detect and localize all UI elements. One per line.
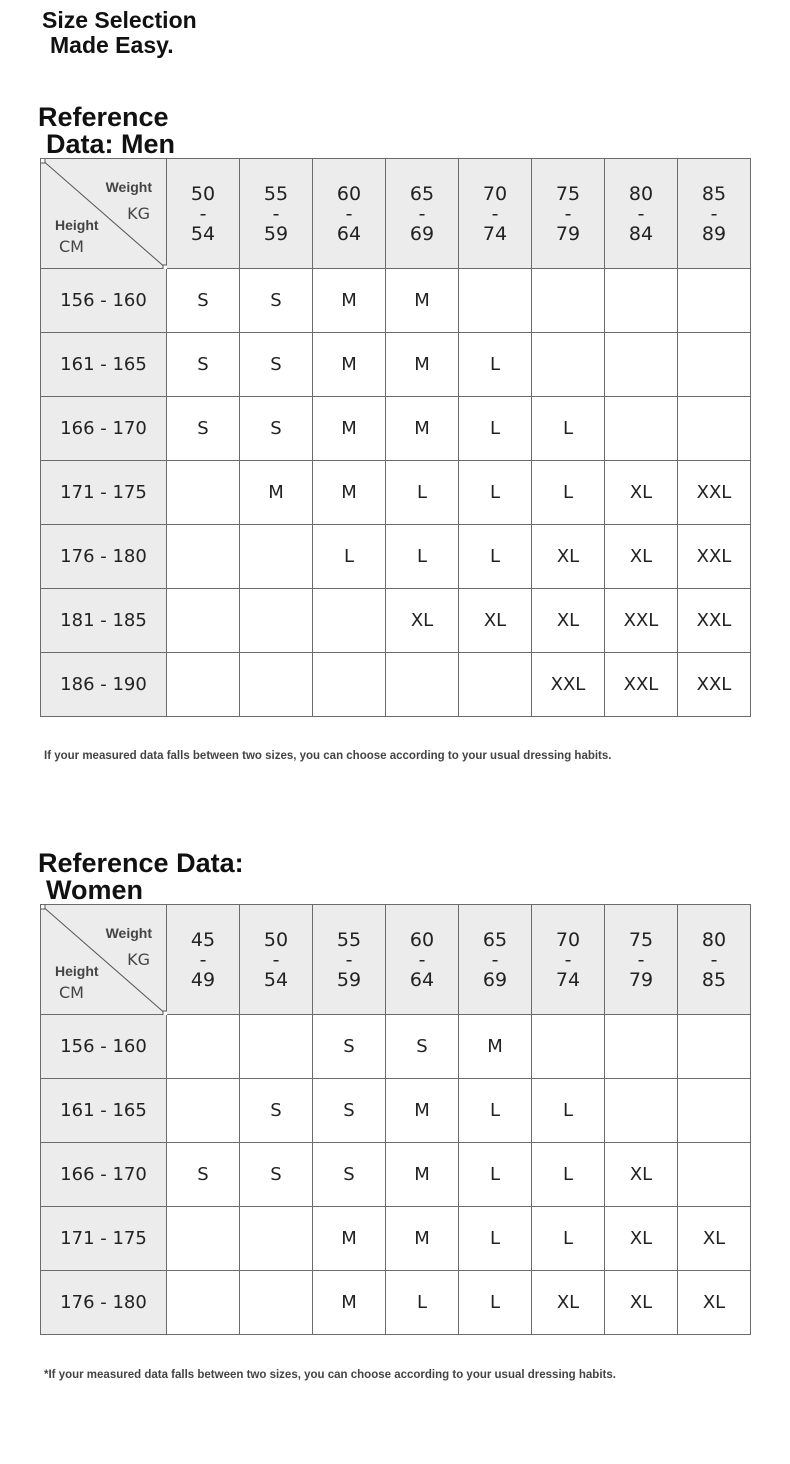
size-cell [167,461,240,525]
size-cell: M [240,461,313,525]
size-cell [605,1079,678,1143]
weight-column-header [605,905,678,1015]
height-row-header: 171 - 175 [41,461,167,525]
height-row-header: 161 - 165 [41,333,167,397]
size-cell: M [313,461,386,525]
size-cell: M [386,1143,459,1207]
corner-cm-label: CM [59,237,84,256]
size-cell [605,333,678,397]
size-cell [459,269,532,333]
size-cell [678,333,751,397]
size-cell: XXL [532,653,605,717]
size-cell [605,397,678,461]
weight-column-header [386,905,459,1015]
weight-range-dash: - [272,202,280,225]
size-cell: XL [532,525,605,589]
size-cell: M [386,269,459,333]
size-cell: XL [605,461,678,525]
size-cell: XL [459,589,532,653]
weight-column-header [459,159,532,269]
women-title-line2: Women [46,875,144,905]
weight-max: 59 [336,968,362,991]
page-title [42,8,197,58]
weight-range-dash: - [345,202,353,225]
weight-range-dash: - [564,948,572,971]
size-cell: M [313,1271,386,1335]
size-cell [167,1271,240,1335]
women-title-line1: Reference Data: [38,848,244,878]
size-cell [678,1079,751,1143]
size-cell: M [459,1015,532,1079]
size-cell: M [313,269,386,333]
size-cell [605,1015,678,1079]
corner-kg-label: KG [127,950,150,969]
size-cell [532,269,605,333]
size-cell: L [459,1143,532,1207]
size-cell [240,1015,313,1079]
weight-max: 69 [409,222,435,245]
height-row-header: 166 - 170 [41,1143,167,1207]
weight-min: 65 [482,928,508,951]
weight-max: 64 [336,222,362,245]
weight-min: 60 [336,182,362,205]
size-cell: L [459,1207,532,1271]
table-row [41,1143,751,1207]
size-cell: S [313,1079,386,1143]
page-title-line1: Size Selection [42,7,197,33]
weight-min: 65 [409,182,435,205]
weight-max: 79 [555,222,581,245]
weight-min: 55 [336,928,362,951]
weight-min: 75 [555,182,581,205]
size-cell: XXL [605,653,678,717]
size-cell: S [240,397,313,461]
men-size-table [40,158,751,717]
corner-height-label: Height [55,963,99,979]
weight-max: 84 [628,222,654,245]
weight-range-dash: - [345,948,353,971]
weight-max: 74 [555,968,581,991]
table-row [41,589,751,653]
weight-column-header [532,905,605,1015]
size-cell: S [313,1143,386,1207]
size-cell [313,589,386,653]
women-table-corner-cell [41,905,167,1015]
weight-range-dash: - [199,948,207,971]
weight-column-header [167,159,240,269]
size-cell: M [386,397,459,461]
table-row [41,1079,751,1143]
table-row [41,397,751,461]
weight-max: 74 [482,222,508,245]
weight-min: 45 [190,928,216,951]
men-table-corner-cell [41,159,167,269]
size-cell: L [459,397,532,461]
women-size-note: *If your measured data falls between two sizes, you can choose according to your usual dressing habits. [44,1369,616,1381]
height-row-header: 156 - 160 [41,269,167,333]
size-cell: XXL [678,525,751,589]
table-row [41,461,751,525]
weight-range-dash: - [710,202,718,225]
table-row [41,1271,751,1335]
weight-column-header [240,905,313,1015]
weight-min: 70 [555,928,581,951]
size-cell: XL [678,1207,751,1271]
weight-max: 64 [409,968,435,991]
weight-min: 70 [482,182,508,205]
men-size-note: If your measured data falls between two sizes, you can choose according to your usual dressing habits. [44,750,612,762]
women-section-title [38,850,244,904]
size-cell: XXL [678,653,751,717]
size-cell: M [313,397,386,461]
height-row-header: 176 - 180 [41,1271,167,1335]
size-cell: L [459,461,532,525]
weight-range-dash: - [637,948,645,971]
weight-column-header [167,905,240,1015]
weight-range-dash: - [418,202,426,225]
corner-weight-label: Weight [105,179,152,195]
size-cell: L [532,397,605,461]
women-size-table [40,904,751,1335]
size-cell [532,1015,605,1079]
size-cell: L [459,1271,532,1335]
size-cell [678,269,751,333]
size-cell: L [459,525,532,589]
size-cell: XL [605,1207,678,1271]
size-cell [167,1079,240,1143]
corner-cm-label: CM [59,983,84,1002]
size-cell: S [313,1015,386,1079]
weight-max: 54 [190,222,216,245]
weight-range-dash: - [710,948,718,971]
weight-column-header [386,159,459,269]
weight-range-dash: - [491,948,499,971]
size-cell: M [313,333,386,397]
table-row [41,333,751,397]
men-section-title [38,104,175,158]
weight-column-header [313,159,386,269]
height-row-header: 161 - 165 [41,1079,167,1143]
weight-range-dash: - [491,202,499,225]
weight-min: 80 [628,182,654,205]
table-row [41,653,751,717]
size-cell: M [386,1079,459,1143]
size-cell: XXL [678,461,751,525]
height-row-header: 181 - 185 [41,589,167,653]
size-cell [167,653,240,717]
size-cell: L [386,1271,459,1335]
size-cell: M [386,1207,459,1271]
size-cell: L [532,1079,605,1143]
weight-max: 89 [701,222,727,245]
size-cell: XXL [605,589,678,653]
page-title-line2: Made Easy. [50,32,174,58]
size-cell: L [532,1207,605,1271]
weight-max: 54 [263,968,289,991]
corner-weight-label: Weight [105,925,152,941]
weight-column-header [459,905,532,1015]
weight-column-header [313,905,386,1015]
size-cell: XXL [678,589,751,653]
size-cell [167,1015,240,1079]
men-title-line1: Reference [38,102,169,132]
weight-max: 49 [190,968,216,991]
weight-min: 50 [263,928,289,951]
weight-min: 55 [263,182,289,205]
weight-column-header [240,159,313,269]
size-cell: XL [532,1271,605,1335]
size-cell: S [167,1143,240,1207]
size-cell: L [313,525,386,589]
weight-min: 80 [701,928,727,951]
weight-range-dash: - [637,202,645,225]
men-title-line2: Data: Men [46,129,176,159]
weight-column-header [532,159,605,269]
height-row-header: 156 - 160 [41,1015,167,1079]
weight-max: 85 [701,968,727,991]
weight-max: 69 [482,968,508,991]
size-cell: L [532,1143,605,1207]
height-row-header: 166 - 170 [41,397,167,461]
size-cell: L [459,333,532,397]
weight-range-dash: - [564,202,572,225]
size-cell: XL [605,1271,678,1335]
height-row-header: 171 - 175 [41,1207,167,1271]
corner-kg-label: KG [127,204,150,223]
size-cell [240,653,313,717]
size-cell: S [240,1079,313,1143]
weight-min: 60 [409,928,435,951]
size-cell: S [240,333,313,397]
height-row-header: 186 - 190 [41,653,167,717]
size-cell [240,1271,313,1335]
size-cell: L [386,525,459,589]
weight-max: 79 [628,968,654,991]
size-cell [678,1015,751,1079]
size-cell [167,525,240,589]
size-cell: XL [678,1271,751,1335]
size-cell: S [386,1015,459,1079]
weight-column-header [678,905,751,1015]
size-cell: S [167,397,240,461]
size-cell [678,397,751,461]
table-row [41,269,751,333]
weight-min: 75 [628,928,654,951]
weight-range-dash: - [418,948,426,971]
size-cell: M [386,333,459,397]
size-cell: S [240,1143,313,1207]
size-cell: S [240,269,313,333]
size-cell: XL [605,1143,678,1207]
table-row [41,1015,751,1079]
corner-height-label: Height [55,217,99,233]
size-cell [240,525,313,589]
weight-range-dash: - [272,948,280,971]
size-cell [386,653,459,717]
table-row [41,1207,751,1271]
size-cell [167,589,240,653]
size-cell [459,653,532,717]
size-cell: L [532,461,605,525]
size-cell [678,1143,751,1207]
size-cell [240,589,313,653]
size-cell: S [167,333,240,397]
size-cell [240,1207,313,1271]
size-cell [167,1207,240,1271]
weight-column-header [605,159,678,269]
weight-min: 85 [701,182,727,205]
size-cell: XL [386,589,459,653]
size-cell: XL [605,525,678,589]
size-cell: L [386,461,459,525]
size-cell: S [167,269,240,333]
weight-min: 50 [190,182,216,205]
size-cell: M [313,1207,386,1271]
weight-range-dash: - [199,202,207,225]
size-cell [313,653,386,717]
size-cell: L [459,1079,532,1143]
weight-column-header [678,159,751,269]
size-cell: XL [532,589,605,653]
size-cell [605,269,678,333]
height-row-header: 176 - 180 [41,525,167,589]
weight-max: 59 [263,222,289,245]
size-cell [532,333,605,397]
table-row [41,525,751,589]
